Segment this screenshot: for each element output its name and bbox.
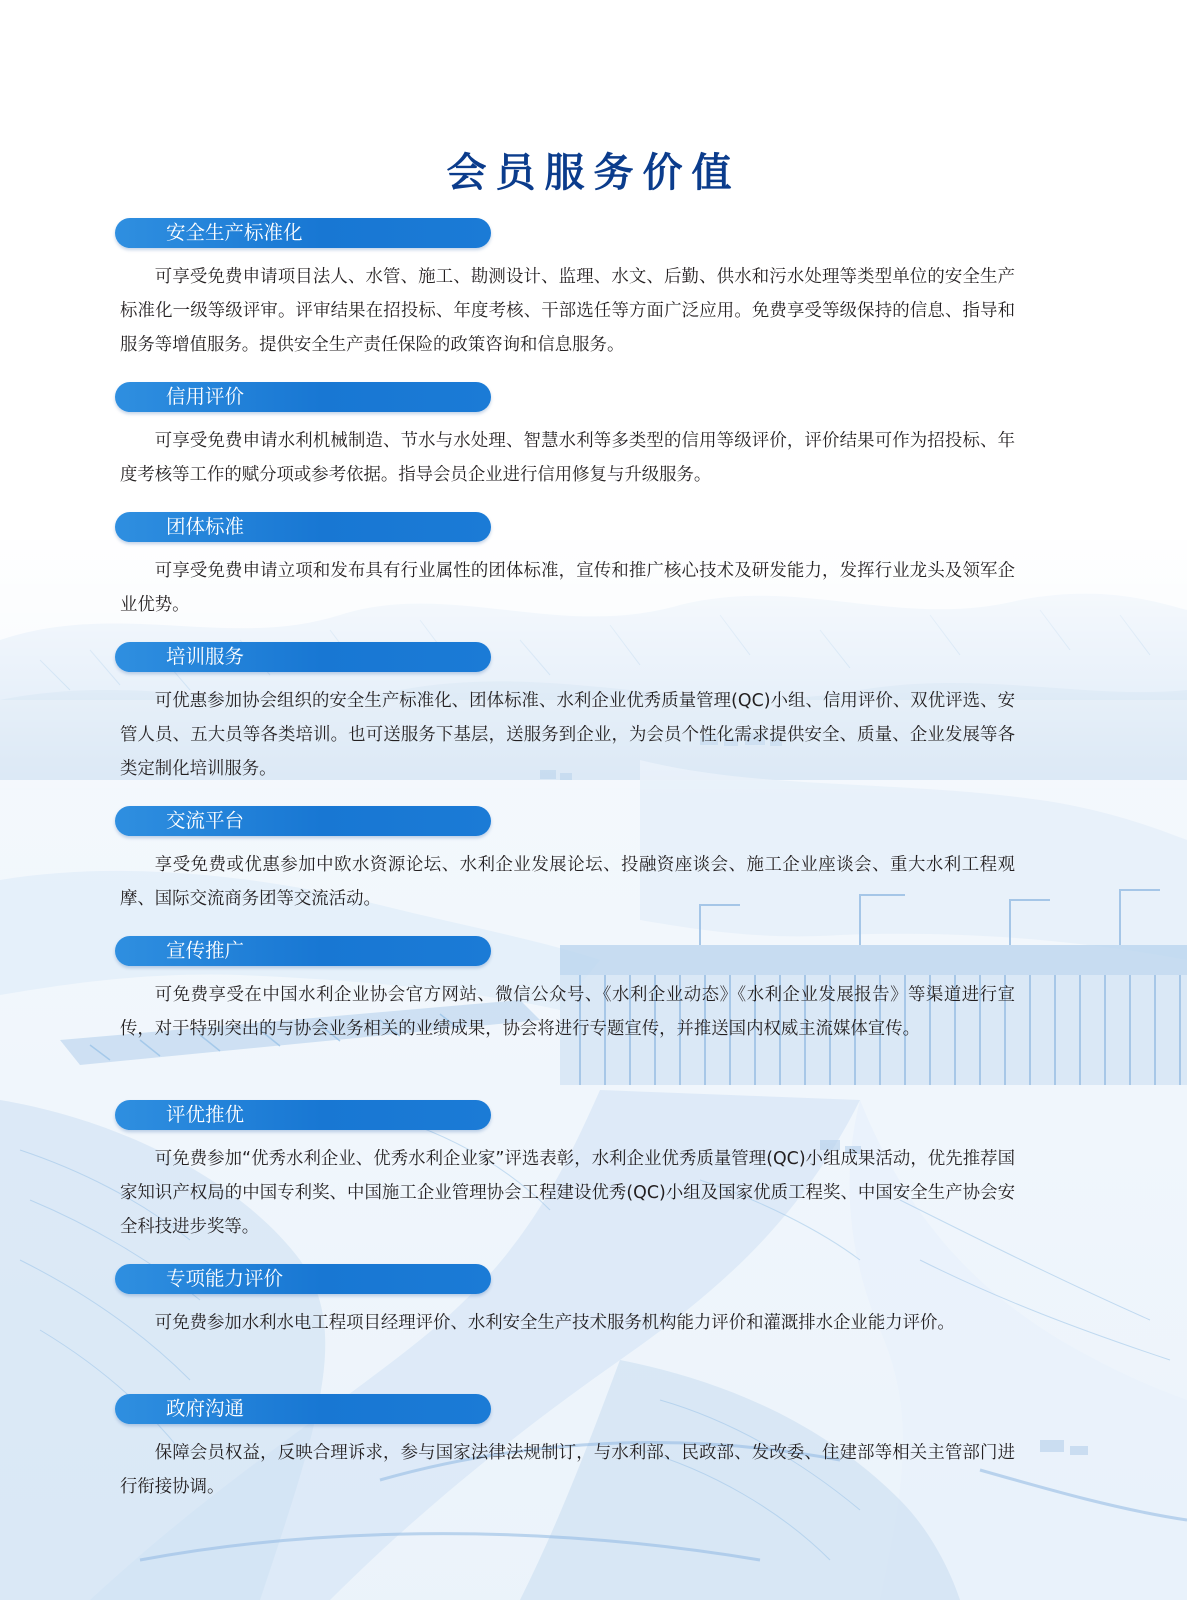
section-heading: 团体标准	[166, 515, 245, 538]
section-body: 可享受免费申请水利机械制造、节水与水处理、智慧水利等多类型的信用等级评价，评价结果可作为招投标、年度考核等工作的赋分项或参考依据。指导会员企业进行信用修复与升级服务。	[120, 431, 1015, 485]
section-credit-evaluation	[120, 382, 1015, 512]
section-heading-pill	[115, 512, 491, 542]
section-body: 可免费参加“优秀水利企业、优秀水利企业家”评选表彰，水利企业优秀质量管理(QC)小组成果活动，优先推荐国家知识产权局的中国专利奖、中国施工企业管理协会工程建设优秀(QC)小组及国家优质工程奖、中国安全生产协会安全科技进步奖等。	[120, 1149, 1015, 1237]
section-training-services	[120, 642, 1015, 806]
section-heading-pill	[115, 1264, 491, 1294]
section-body: 享受免费或优惠参加中欧水资源论坛、水利企业发展论坛、投融资座谈会、施工企业座谈会、重大水利工程观摩、国际交流商务团等交流活动。	[120, 855, 1015, 909]
section-heading-pill	[115, 1100, 491, 1130]
section-group-standards	[120, 512, 1015, 642]
section-heading: 评优推优	[166, 1103, 245, 1126]
section-heading-pill	[115, 1394, 491, 1424]
section-heading: 信用评价	[166, 385, 245, 408]
section-heading: 培训服务	[166, 645, 245, 668]
section-heading-pill	[115, 806, 491, 836]
section-publicity-promotion	[120, 936, 1015, 1100]
section-body: 可享受免费申请立项和发布具有行业属性的团体标准，宣传和推广核心技术及研发能力，发挥行业龙头及领军企业优势。	[120, 561, 1015, 615]
section-government-communication	[120, 1394, 1015, 1524]
section-heading: 宣传推广	[166, 939, 245, 962]
section-safety-standardization	[120, 218, 1015, 382]
section-heading-pill	[115, 936, 491, 966]
section-heading-pill	[115, 642, 491, 672]
section-heading-pill	[115, 382, 491, 412]
page-title: 会员服务价值	[446, 149, 741, 196]
section-body: 保障会员权益，反映合理诉求，参与国家法律法规制订，与水利部、民政部、发改委、住建部等相关主管部门进行衔接协调。	[120, 1443, 1015, 1497]
section-heading: 政府沟通	[166, 1397, 245, 1420]
section-exchange-platform	[120, 806, 1015, 936]
section-heading-pill	[115, 218, 491, 248]
section-awards-recommendation	[120, 1100, 1015, 1264]
section-body: 可享受免费申请项目法人、水管、施工、勘测设计、监理、水文、后勤、供水和污水处理等类型单位的安全生产标准化一级等级评审。评审结果在招投标、年度考核、干部选任等方面广泛应用。免费享受等级保持的信息、指导和服务等增值服务。提供安全生产责任保险的政策咨询和信息服务。	[120, 267, 1015, 355]
section-heading: 专项能力评价	[166, 1267, 284, 1290]
section-heading: 安全生产标准化	[166, 221, 303, 244]
section-body: 可免费享受在中国水利企业协会官方网站、微信公众号、《水利企业动态》《水利企业发展报告》等渠道进行宣传，对于特别突出的与协会业务相关的业绩成果，协会将进行专题宣传，并推送国内权威主流媒体宣传。	[120, 985, 1015, 1039]
section-body: 可免费参加水利水电工程项目经理评价、水利安全生产技术服务机构能力评价和灌溉排水企业能力评价。	[154, 1313, 955, 1333]
section-body: 可优惠参加协会组织的安全生产标准化、团体标准、水利企业优秀质量管理(QC)小组、信用评价、双优评选、安管人员、五大员等各类培训。也可送服务下基层，送服务到企业，为会员个性化需求提供安全、质量、企业发展等各类定制化培训服务。	[120, 691, 1015, 779]
section-heading: 交流平台	[166, 809, 245, 832]
section-special-capability-evaluation	[120, 1264, 1015, 1394]
service-sections	[120, 218, 1015, 1524]
